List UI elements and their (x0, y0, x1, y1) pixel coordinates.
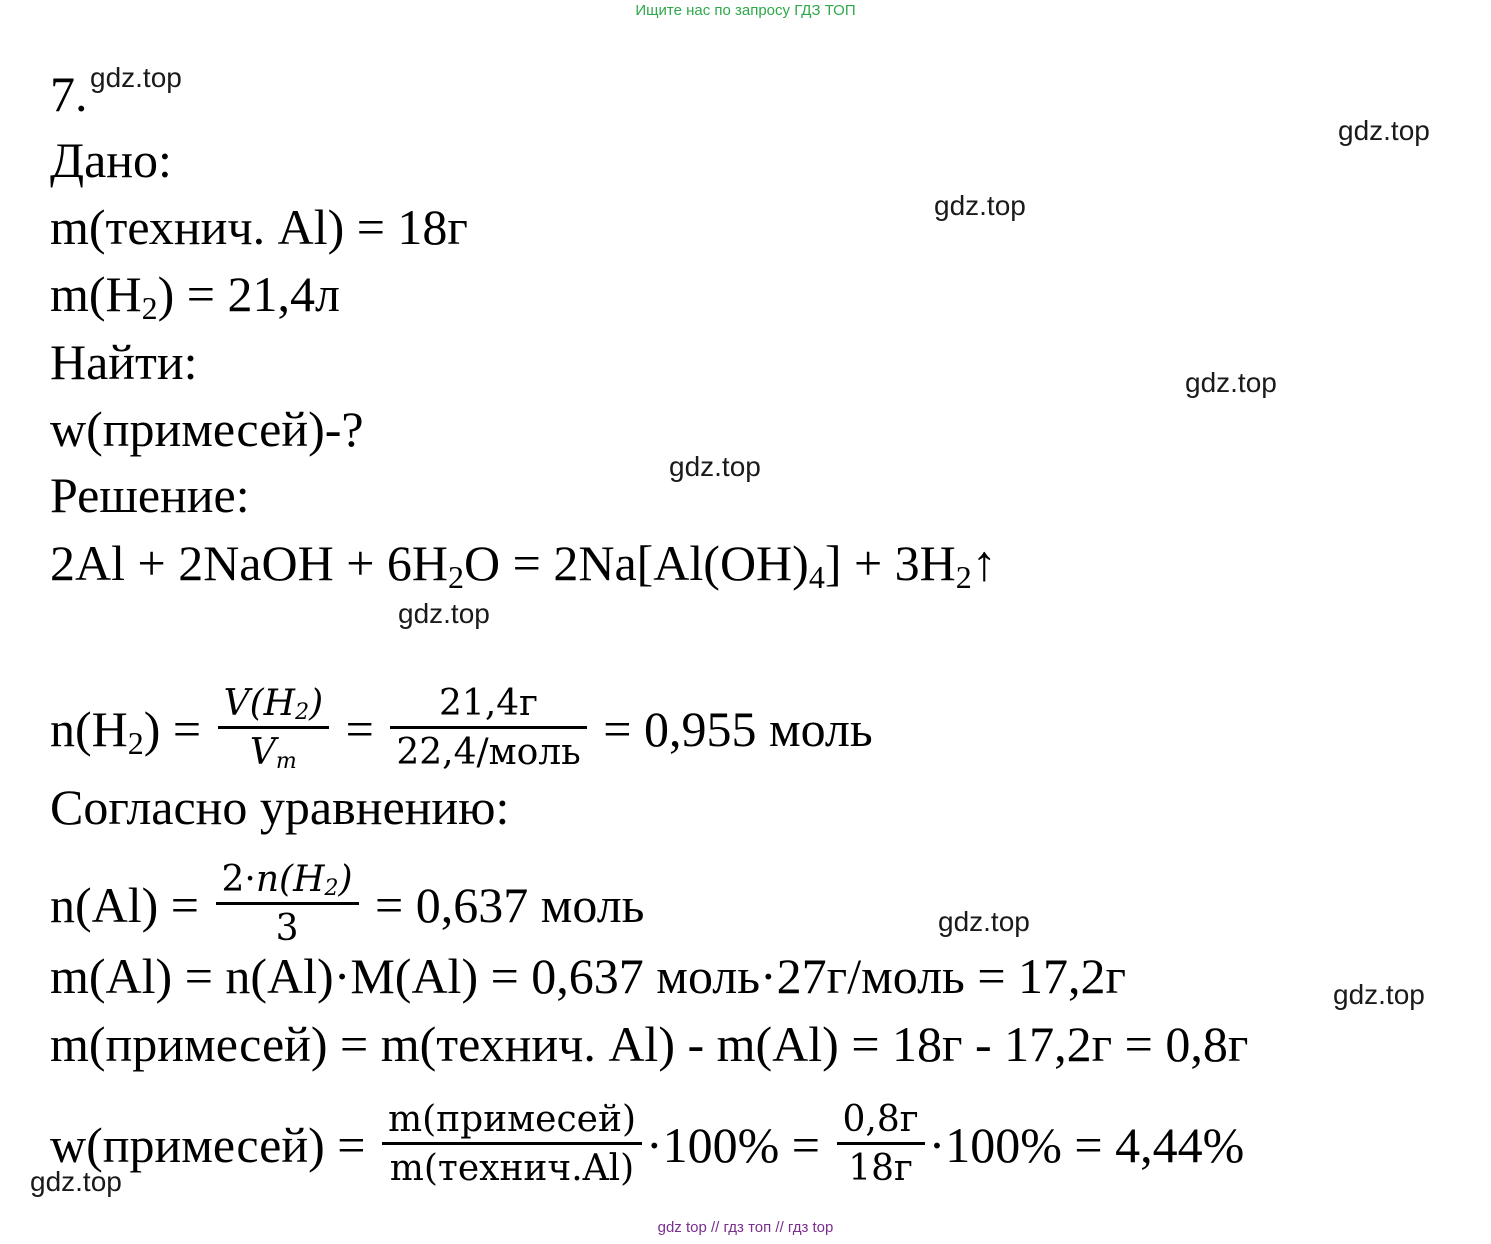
calc-m-al: m(Al) = n(Al)·M(Al) = 0,637 моль·27г/моль = 17,2г (50, 948, 1127, 1004)
reaction-equation (50, 535, 997, 595)
calc-m-impurity: m(примесей) = m(технич. Al) - m(Al) = 18г - 17,2г = 0,8г (50, 1016, 1249, 1072)
watermark: gdz.top (1333, 979, 1425, 1010)
fraction-numerator: V(H2) (218, 680, 329, 729)
fraction-w-values (837, 1096, 925, 1193)
fraction-denominator: 18г (848, 1148, 913, 1189)
eq-part-1: 2Al + 2NaOH + 6H (50, 535, 449, 591)
equals-sign: = (333, 700, 387, 757)
watermark: gdz.top (1338, 115, 1430, 146)
watermark: gdz.top (938, 906, 1030, 937)
given-h2 (50, 266, 340, 326)
eq-sub-3: 2 (955, 559, 972, 595)
given-h2-sub: 2 (141, 290, 158, 326)
solution-label: Решение: (50, 467, 250, 523)
find-label: Найти: (50, 334, 198, 390)
eq-part-2: O = 2Na[Al(OH) (464, 535, 809, 591)
fraction-w (382, 1096, 642, 1193)
calc-n-al (50, 859, 645, 959)
fraction-denominator: 22,4/моль (396, 732, 581, 773)
fraction-denominator: 3 (275, 908, 299, 949)
fraction-denominator: m(технич.Al) (389, 1148, 635, 1189)
fraction-denominator: Vm (249, 732, 297, 774)
calc-n-h2 (50, 683, 873, 783)
watermark: gdz.top (934, 190, 1026, 221)
watermark: gdz.top (90, 62, 182, 93)
fraction-numerator: m(примесей) (382, 1096, 642, 1145)
header-note: Ищите нас по запросу ГДЗ ТОП (635, 2, 856, 19)
given-h2-post: ) = 21,4л (157, 266, 340, 322)
eq-sub-1: 2 (448, 559, 465, 595)
eq-part-3: ] + 3H (824, 535, 956, 591)
problem-number: 7. (50, 66, 88, 122)
fraction-numerator: 2·n(H2) (216, 856, 359, 905)
fraction-values (390, 680, 586, 777)
arrow-up-icon: ↑ (971, 535, 997, 591)
n-h2-result: = 0,955 моль (590, 700, 873, 757)
given-mass-al: m(технич. Al) = 18г (50, 199, 468, 255)
watermark: gdz.top (30, 1166, 122, 1197)
n-h2-lhs-pre: n(H (50, 700, 128, 757)
n-al-lhs: n(Al) = (50, 876, 212, 933)
according-label: Согласно уравнению: (50, 779, 510, 835)
watermark: gdz.top (1185, 367, 1277, 398)
fraction-v-over-vm (218, 680, 329, 777)
fraction-n-al (216, 856, 359, 953)
watermark: gdz.top (398, 598, 490, 629)
given-label: Дано: (50, 132, 172, 188)
w-lhs: w(примесей) = (50, 1116, 378, 1173)
eq-sub-2: 4 (808, 559, 825, 595)
calc-w-impurity (50, 1099, 1245, 1199)
given-h2-pre: m(H (50, 266, 142, 322)
watermark: gdz.top (669, 451, 761, 482)
n-al-result: = 0,637 моль (362, 876, 645, 933)
w-result: ·100% = 4,44% (928, 1116, 1245, 1173)
find-impurity: w(примесей)-? (50, 401, 364, 457)
w-mid: ·100% = (646, 1116, 833, 1173)
footer-note: gdz top // гдз топ // гдз top (657, 1219, 834, 1236)
fraction-numerator: 21,4г (390, 680, 586, 729)
fraction-numerator: 0,8г (837, 1096, 925, 1145)
n-h2-lhs-sub: 2 (127, 724, 144, 761)
n-h2-lhs-post: ) = (143, 700, 214, 757)
